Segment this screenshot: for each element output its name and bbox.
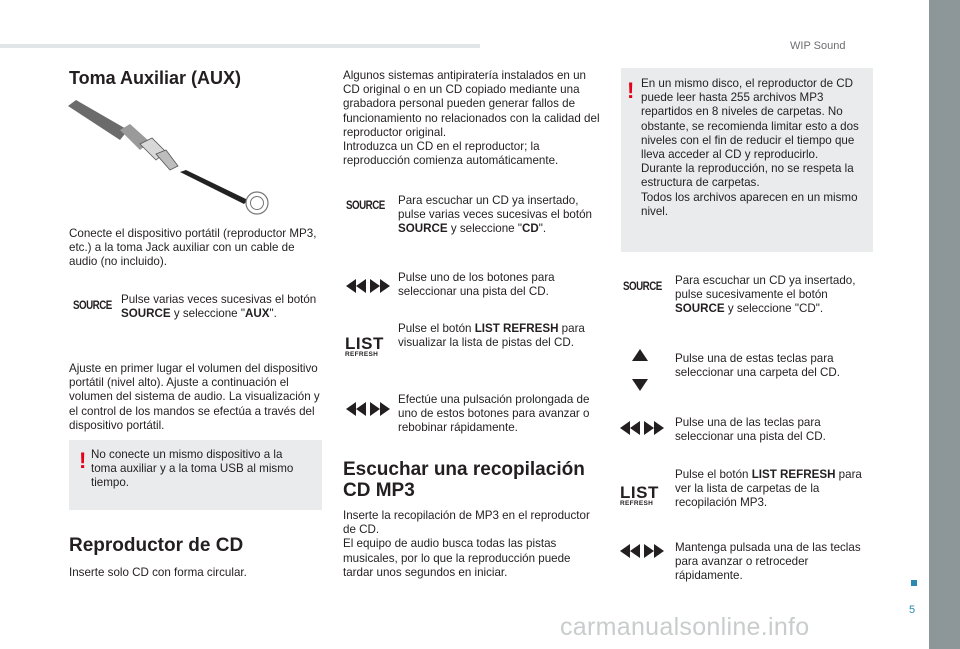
volume-adjust-text: Ajuste en primer lugar el volumen del dispositivo portátil (nivel alto). Ajuste a continuación el volumen del sistema de audio. La visualización y el control de los mandos se efectúa a través del dispositivo portátil. [69, 362, 320, 432]
watermark: carmanualsonline.info [560, 613, 810, 641]
warning-note-aux [69, 440, 322, 510]
fast-forward-rewind-icon [620, 544, 664, 558]
mp3-track-select-text: Pulse una de las teclas para seleccionar una pista del CD. [675, 416, 826, 444]
track-arrows-icon [620, 421, 664, 435]
header-label: WIP Sound [790, 40, 846, 52]
aux-jack-illustration [68, 100, 278, 220]
warning-note-text: No conecte un mismo dispositivo a la toma auxiliar y a la toma USB al mismo tiempo. [91, 448, 294, 490]
warning-icon: ! [79, 448, 87, 473]
folder-up-down-icon [632, 349, 648, 391]
warning-icon: ! [627, 78, 635, 103]
mp3-source-instruction: Para escuchar un CD ya insertado, pulse sucesivamente el botón SOURCE y seleccione "CD". [675, 274, 856, 316]
source-button-icon: SOURCE [73, 300, 112, 312]
cd-source-instruction: Para escuchar un CD ya insertado, pulse varias veces sucesivas el botón SOURCE y seleccione "CD". [398, 194, 592, 236]
aux-source-instruction: Pulse varias veces sucesivas el botón SOURCE y seleccione "AUX". [121, 293, 317, 321]
aux-instructions: Conecte el dispositivo portátil (reproductor MP3, etc.) a la toma Jack auxiliar con un cable de audio (no incluido). [69, 227, 317, 269]
source-button-icon: SOURCE [346, 200, 385, 212]
header-rule [0, 44, 480, 48]
mp3-intro-text: Inserte la recopilación de MP3 en el reproductor de CD. El equipo de audio busca todas las pistas musicales, por lo que la reproducción puede tardar unos segundos en iniciar. [343, 509, 590, 579]
mp3-folder-select-text: Pulse una de estas teclas para seleccionar una carpeta del CD. [675, 352, 840, 380]
list-refresh-icon: LIST REFRESH [620, 483, 659, 507]
mp3-hold-text: Mantenga pulsada una de las teclas para avanzar o retroceder rápidamente. [675, 541, 861, 583]
cd-track-select-text: Pulse uno de los botones para seleccionar una pista del CD. [398, 271, 555, 299]
aux-title: Toma Auxiliar (AUX) [69, 68, 242, 88]
warning-note-text: En un mismo disco, el reproductor de CD puede leer hasta 255 archivos MP3 repartidos en 8 niveles de carpetas. No obstante, se recomienda limitar esto a dos niveles con el fin de reducir el tiempo que lleva acceder al CD y reproducirlo. Durante la reproducción, no se respeta la estructura de carpetas. Todos los archivos aparecen en un mismo nivel. [641, 77, 859, 218]
fast-forward-rewind-icon [346, 402, 390, 416]
source-button-icon: SOURCE [623, 281, 662, 293]
cd-intro-text: Algunos sistemas antipiratería instalados en un CD original o en un CD copiado mediante una grabadora personal pueden generar fallos de funcionamiento no relacionados con la calidad del reproductor original. Introduzca un CD en el reproductor; la reproducción comienza automáticamente. [343, 69, 600, 168]
page-edge-bar [929, 0, 960, 649]
page-number: 5 [909, 604, 916, 616]
cd-instruction: Inserte solo CD con forma circular. [69, 566, 247, 579]
warning-note-mp3 [621, 68, 873, 252]
cd-hold-text: Efectúe una pulsación prolongada de uno de estos botones para avanzar o rebobinar rápidamente. [398, 393, 590, 435]
list-refresh-icon: LIST REFRESH [345, 334, 384, 358]
cd-title: Reproductor de CD [69, 535, 244, 556]
continuation-marker [911, 580, 917, 586]
mp3-list-refresh-text: Pulse el botón LIST REFRESH para ver la lista de carpetas de la recopilación MP3. [675, 468, 862, 510]
mp3-title: Escuchar una recopilación CD MP3 [343, 459, 585, 501]
track-arrows-icon [346, 279, 390, 293]
cd-list-refresh-text: Pulse el botón LIST REFRESH para visualizar la lista de pistas del CD. [398, 322, 585, 350]
